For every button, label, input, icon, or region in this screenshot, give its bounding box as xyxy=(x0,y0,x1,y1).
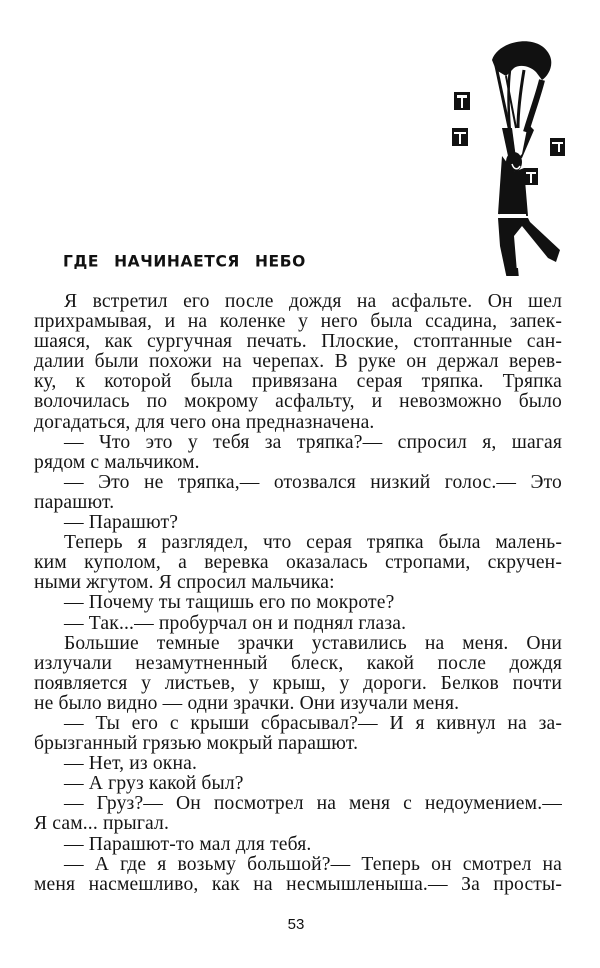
page-number: 53 xyxy=(287,916,305,933)
text-line: далии были похожи на черепах. В руке он держал верев- xyxy=(34,351,562,373)
text-line: — Почему ты тащишь его по мокроте? xyxy=(64,592,395,614)
text-line: Я встретил его после дождя на асфальте. Он шел xyxy=(64,291,562,312)
text-line: рядом с мальчиком. xyxy=(34,451,200,473)
text-line: меня насмешливо, как на несмышленыша.— За просты- xyxy=(34,873,562,895)
text-line: — Нет, из окна. xyxy=(64,753,197,775)
text-line: — Что это у тебя за тряпка?— спросил я, шагая xyxy=(64,431,562,453)
text-line: — Парашют? xyxy=(64,512,179,534)
text-line: шаяся, как сургучная печать. Плоские, стоптанные сан- xyxy=(34,331,562,353)
parachute-boy-illustration xyxy=(450,36,580,276)
text-line: ку, к которой была привязана серая тряпка. Тряпка xyxy=(34,371,562,393)
text-line: догадаться, для чего она предназначена. xyxy=(34,411,375,433)
text-line: — Так...— пробурчал он и поднял глаза. xyxy=(64,612,407,634)
text-line: — Это не тряпка,— отозвался низкий голос.— Это xyxy=(64,471,562,493)
text-line: ными жгутом. Я спросил мальчика: xyxy=(34,572,335,594)
text-line: — Груз?— Он посмотрел на меня с недоумением.— xyxy=(64,793,562,815)
text-line: Я сам... прыгал. xyxy=(34,813,170,835)
text-line: — Ты его с крыши сбрасывал?— И я кивнул на за- xyxy=(64,712,562,734)
text-line: — А груз какой был? xyxy=(64,773,244,795)
text-line: Теперь я разглядел, что серая тряпка была малень- xyxy=(64,532,562,554)
body-text xyxy=(34,292,562,895)
text-line: прихрамывая, и на коленке у него была ссадина, запек- xyxy=(34,311,562,333)
text-line: Большие темные зрачки уставились на меня. Они xyxy=(64,632,562,654)
text-line: волочилась по мокрому асфальту, и невозможно было xyxy=(34,391,562,413)
text-line: — А где я возьму большой?— Теперь он смотрел на xyxy=(64,853,562,875)
text-line: излучали незамутненный блеск, какой после дождя xyxy=(34,652,562,674)
chapter-title: ГДЕ НАЧИНАЕТСЯ НЕБО xyxy=(63,252,306,271)
text-line: не было видно — одни зрачки. Они изучали меня. xyxy=(34,692,460,714)
text-line: ким куполом, а веревка оказалась стропами, скручен- xyxy=(34,552,562,574)
text-line: — Парашют-то мал для тебя. xyxy=(64,833,312,855)
text-line: брызганный грязью мокрый парашют. xyxy=(34,733,359,755)
text-line: появляется у листьев, у крыш, у дороги. Белков почти xyxy=(34,672,562,694)
text-line: парашют. xyxy=(34,491,115,513)
